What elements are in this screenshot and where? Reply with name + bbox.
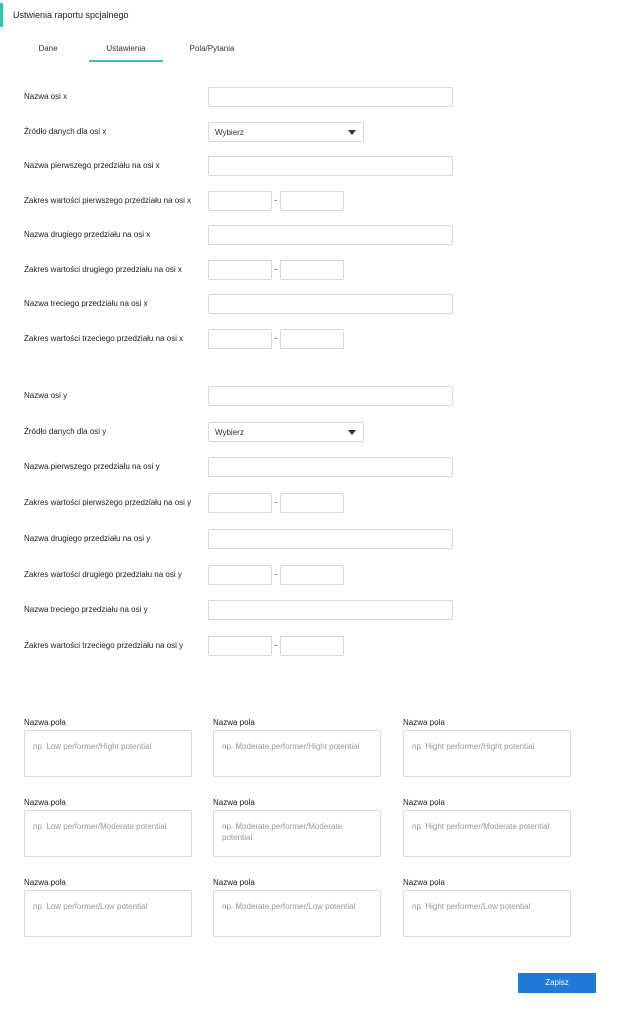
range-separator: - [274, 497, 277, 507]
x-range3-from-input[interactable] [208, 329, 272, 349]
x-range2-from-input[interactable] [208, 260, 272, 280]
y-axis-name-row [0, 386, 636, 406]
y-axis-source-select[interactable] [208, 422, 364, 442]
field-label: Nazwa pola [24, 878, 66, 887]
tab-bar [0, 40, 636, 64]
y-range3-name-label: Nazwa treciego przedziału na osi y [24, 605, 148, 614]
x-range1-name-input[interactable] [208, 156, 453, 176]
y-range1-name-input[interactable] [208, 457, 453, 477]
y-range2-name-label: Nazwa drugiego przedziału na osi y [24, 534, 151, 543]
y-range2-to-input[interactable] [280, 565, 344, 585]
y-range1-name-row [0, 457, 636, 477]
field-label: Nazwa pola [213, 798, 255, 807]
x-range3-to-input[interactable] [280, 329, 344, 349]
x-range1-values-row [0, 191, 636, 211]
x-range2-to-input[interactable] [280, 260, 344, 280]
field-label: Nazwa pola [403, 878, 445, 887]
x-range3-values-row [0, 329, 636, 349]
x-axis-name-label: Nazwa osi x [24, 92, 68, 101]
header-accent-bar [0, 3, 3, 27]
field-textarea[interactable]: np. Moderate performer/Moderate potential [213, 810, 381, 857]
y-axis-source-row [0, 422, 636, 442]
y-range1-from-input[interactable] [208, 493, 272, 513]
y-range2-name-input[interactable] [208, 529, 453, 549]
y-axis-name-input[interactable] [208, 386, 453, 406]
y-axis-source-label: Źródło danych dla osi y [24, 427, 107, 436]
x-range1-values-label: Zakres wartości pierwszego przedziału na osi x [24, 196, 192, 205]
field-label: Nazwa pola [403, 718, 445, 727]
y-range2-values-label: Zakres wartości drugiego przedziału na osi y [24, 570, 182, 579]
field-label: Nazwa pola [213, 718, 255, 727]
x-range3-name-input[interactable] [208, 294, 453, 314]
x-axis-source-row [0, 122, 636, 142]
range-separator: - [274, 195, 277, 205]
tab-dane[interactable]: Dane [38, 44, 58, 53]
x-range1-from-input[interactable] [208, 191, 272, 211]
x-range1-name-row [0, 156, 636, 176]
x-range3-name-row [0, 294, 636, 314]
x-range1-name-label: Nazwa pierwszego przedziału na osi x [24, 161, 160, 170]
x-axis-source-label: Źródło danych dla osi x [24, 127, 107, 136]
field-label: Nazwa pola [213, 878, 255, 887]
y-range1-values-row [0, 493, 636, 513]
field-textarea[interactable]: np. Low performer/Low potential [24, 890, 192, 937]
field-label: Nazwa pola [24, 718, 66, 727]
field-label: Nazwa pola [403, 798, 445, 807]
y-axis-source-value: Wybierz [215, 428, 244, 437]
field-textarea[interactable]: np. Low performer/Hight potential [24, 730, 192, 777]
x-axis-source-select[interactable] [208, 122, 364, 142]
x-axis-source-value: Wybierz [215, 128, 244, 137]
y-range1-to-input[interactable] [280, 493, 344, 513]
field-textarea[interactable]: np. Hight performer/Hight potential [403, 730, 571, 777]
y-range1-name-label: Nazwa pierwszego przedziału na osi y [24, 462, 160, 471]
y-range3-values-row [0, 636, 636, 656]
caret-down-icon [348, 430, 356, 435]
y-range2-name-row [0, 529, 636, 549]
y-range3-name-input[interactable] [208, 600, 453, 620]
field-textarea[interactable]: np. Low performer/Moderate potential [24, 810, 192, 857]
field-label: Nazwa pola [24, 798, 66, 807]
x-range3-name-label: Nazwa treciego przedziału na osi x [24, 299, 148, 308]
y-range2-values-row [0, 565, 636, 585]
y-range3-values-label: Zakres wartości trzeciego przedziału na osi y [24, 641, 184, 650]
field-textarea[interactable]: np. Moderate performer/Hight potential [213, 730, 381, 777]
y-axis-name-label: Nazwa osi y [24, 391, 68, 400]
x-range1-to-input[interactable] [280, 191, 344, 211]
x-range2-name-input[interactable] [208, 225, 453, 245]
x-axis-name-input[interactable] [208, 87, 453, 107]
y-range3-from-input[interactable] [208, 636, 272, 656]
tab-ustawienia[interactable]: Ustawienia [89, 40, 163, 62]
y-range3-to-input[interactable] [280, 636, 344, 656]
caret-down-icon [348, 130, 356, 135]
field-textarea[interactable]: np. Hight performer/Moderate potential [403, 810, 571, 857]
x-axis-name-row [0, 87, 636, 107]
range-separator: - [274, 569, 277, 579]
save-button[interactable]: Zapisz [518, 973, 596, 993]
field-textarea[interactable]: np. Hight performer/Low potential [403, 890, 571, 937]
y-range1-values-label: Zakres wartości pierwszego przedziału na osi y [24, 498, 192, 507]
range-separator: - [274, 640, 277, 650]
x-range3-values-label: Zakres wartości trzeciego przedziału na osi x [24, 334, 184, 343]
x-range2-name-label: Nazwa drugiego przedziału na osi x [24, 230, 151, 239]
y-range2-from-input[interactable] [208, 565, 272, 585]
x-range2-name-row [0, 225, 636, 245]
tab-pola-pytania[interactable]: Pola/Pytania [189, 44, 235, 53]
x-range2-values-row [0, 260, 636, 280]
range-separator: - [274, 333, 277, 343]
y-range3-name-row [0, 600, 636, 620]
range-separator: - [274, 264, 277, 274]
field-textarea[interactable]: np. Moderate performer/Low potential [213, 890, 381, 937]
x-range2-values-label: Zakres wartości drugiego przedziału na osi x [24, 265, 182, 274]
page-title: Ustwienia raportu spcjalnego [13, 10, 129, 20]
page-header [0, 0, 636, 32]
